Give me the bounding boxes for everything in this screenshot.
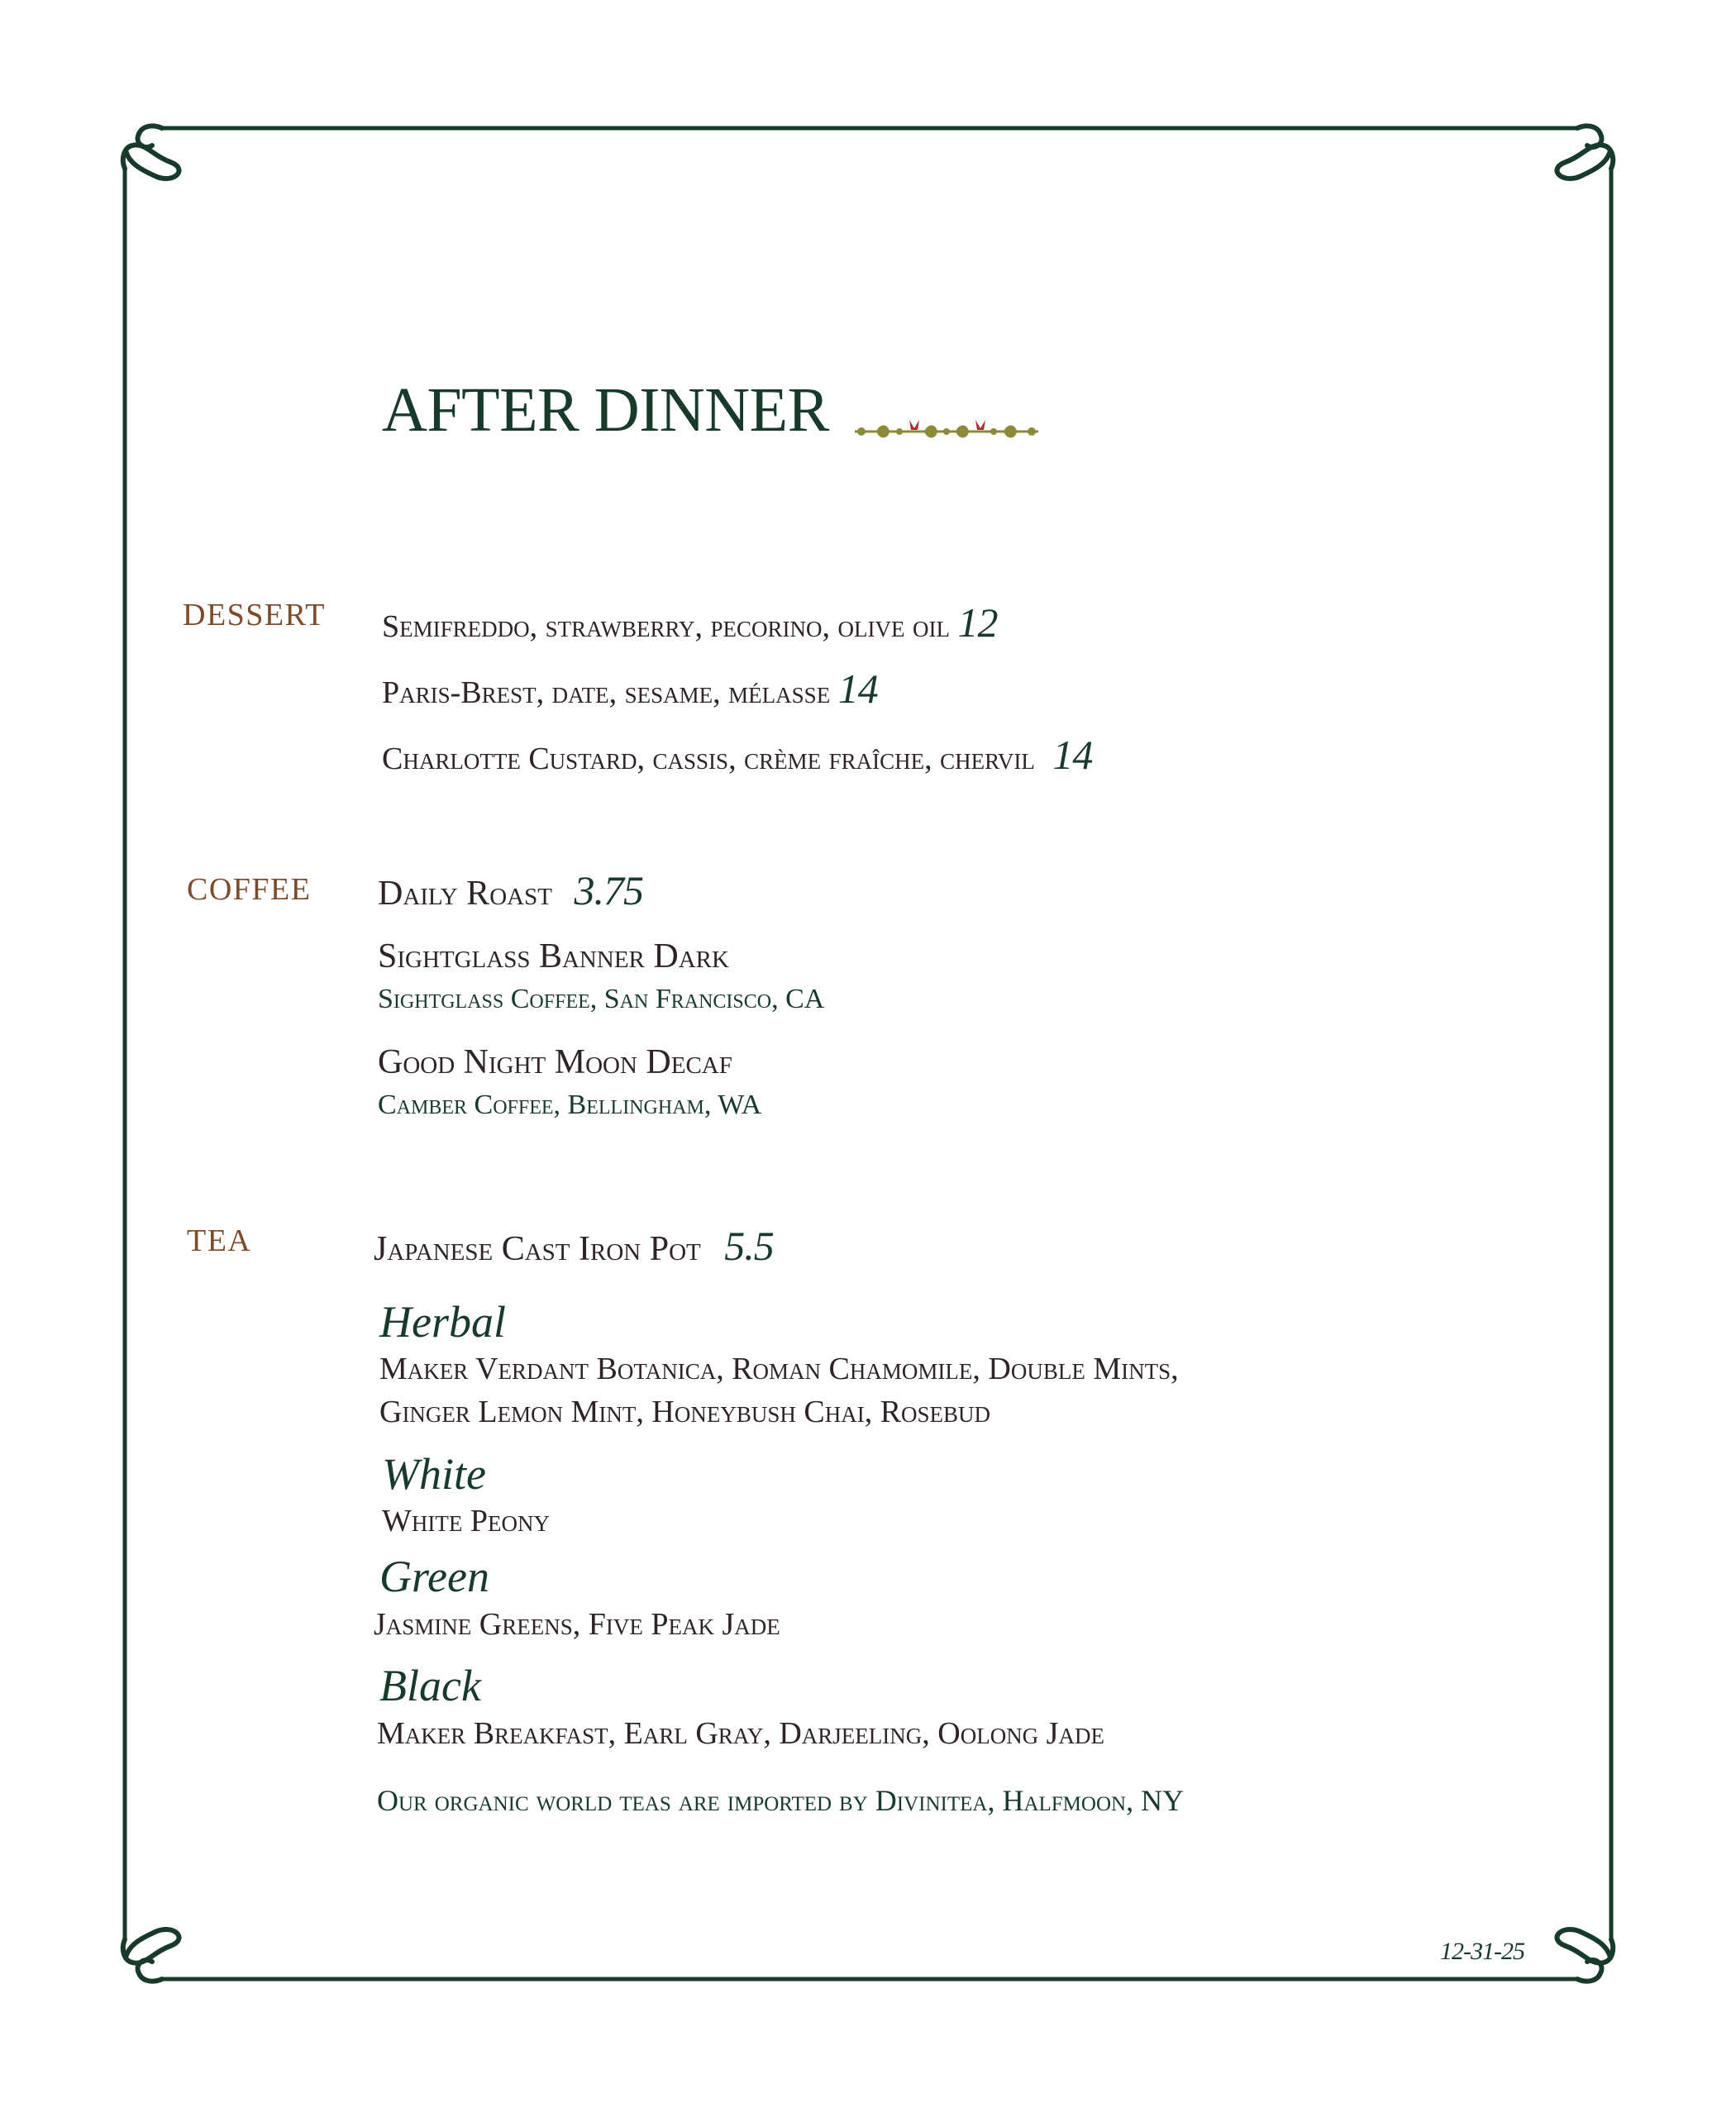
item-description: Daily Roast	[378, 875, 552, 913]
tea-category-herbal: Herbal	[379, 1297, 506, 1347]
coffee-roast-name: Good Night Moon Decaf	[378, 1043, 732, 1081]
coffee-item-daily-roast	[378, 867, 643, 913]
item-description: Charlotte Custard, cassis, crème fraîche, chervil	[382, 742, 1035, 776]
tea-black-list: Maker Breakfast, Earl Gray, Darjeeling, Oolong Jade	[377, 1716, 1104, 1751]
floral-flourish-ornament	[851, 415, 1042, 443]
item-price: 12	[957, 599, 998, 646]
coffee-roast-origin: Camber Coffee, Bellingham, WA	[378, 1090, 762, 1120]
page-title: AFTER DINNER	[382, 375, 829, 445]
item-price: 14	[1052, 732, 1093, 778]
item-description: Semifreddo, strawberry, pecorino, olive oil	[382, 609, 950, 644]
menu-date: 12-31-25	[1440, 1938, 1524, 1965]
dessert-item-paris-brest	[382, 665, 878, 712]
item-description: Paris-Brest, date, sesame, mélasse	[382, 675, 831, 710]
tea-category-green: Green	[379, 1552, 489, 1601]
tea-herbal-list-line-1: Maker Verdant Botanica, Roman Chamomile, Double Mints,	[379, 1352, 1179, 1386]
section-label-dessert: DESSERT	[183, 598, 326, 632]
section-label-coffee: COFFEE	[187, 872, 312, 907]
tea-white-list: White Peony	[382, 1504, 550, 1538]
dessert-item-semifreddo	[382, 599, 998, 646]
coffee-roast-origin: Sightglass Coffee, San Francisco, CA	[378, 984, 825, 1014]
section-label-tea: TEA	[187, 1223, 252, 1258]
item-price: 14	[837, 665, 878, 712]
tea-item-cast-iron-pot	[374, 1223, 774, 1269]
coffee-roast-name: Sightglass Banner Dark	[378, 937, 729, 975]
item-price: 3.75	[574, 867, 643, 913]
tea-category-black: Black	[379, 1661, 481, 1710]
item-price: 5.5	[724, 1223, 774, 1269]
tea-import-note: Our organic world teas are imported by Divinitea, Halfmoon, NY	[377, 1784, 1185, 1817]
tea-herbal-list-line-2: Ginger Lemon Mint, Honeybush Chai, Rosebud	[379, 1395, 991, 1429]
dessert-item-charlotte-custard	[382, 732, 1093, 778]
item-description: Japanese Cast Iron Pot	[374, 1230, 701, 1268]
tea-category-white: White	[382, 1449, 486, 1499]
tea-green-list: Jasmine Greens, Five Peak Jade	[374, 1607, 780, 1642]
